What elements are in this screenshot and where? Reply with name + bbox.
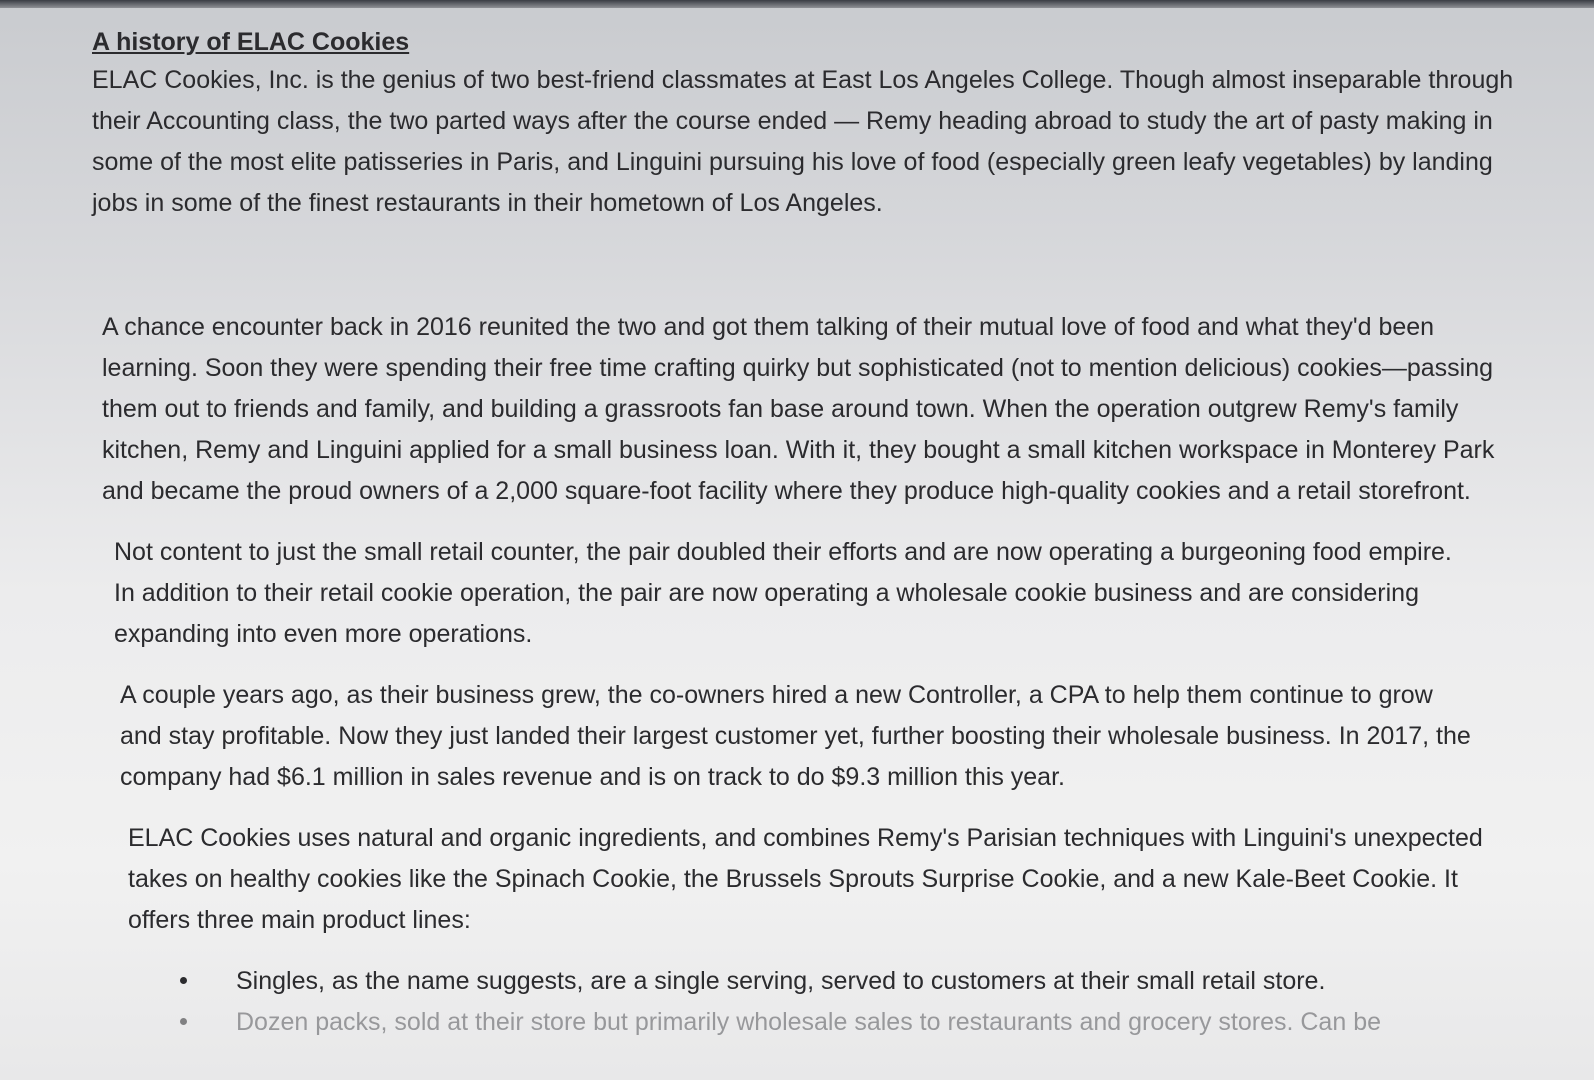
list-item: [152, 1002, 1542, 1043]
list-item-text: Dozen packs, sold at their store but primarily wholesale sales to restaurants and grocery stores. Can be: [236, 1008, 1381, 1036]
paragraph-expansion: Not content to just the small retail counter, the pair doubled their efforts and are now operating a burgeoning food empire. In addition to their retail cookie operation, the pair are now operating a wholesale cookie business and are considering expanding into even more operations.: [114, 538, 1452, 648]
paragraph-origin: ELAC Cookies, Inc. is the genius of two best-friend classmates at East Los Angeles College. Though almost inseparable through their Accounting class, the two parted ways after the course ended — Remy heading abroad to study the art of pasty making in some of the most elite patisseries in Paris, and Linguini pursuing his love of food (especially green leafy vegetables) by landing jobs in some of the finest restaurants in their hometown of Los Angeles.: [92, 66, 1514, 217]
bullet-icon: [180, 1018, 187, 1025]
list-item: [152, 961, 1542, 1002]
product-lines-list: [92, 961, 1542, 1043]
paragraph-controller: A couple years ago, as their business grew, the co-owners hired a new Controller, a CPA to help them continue to grow and stay profitable. Now they just landed their largest customer yet, further boosting their wholesale business. In 2017, the company had $6.1 million in sales revenue and is on track to do $9.3 million this year.: [120, 681, 1471, 791]
monitor-top-bezel: [0, 0, 1594, 8]
paragraph-product-lines: ELAC Cookies uses natural and organic ingredients, and combines Remy's Parisian techniques with Linguini's unexpected takes on healthy cookies like the Spinach Cookie, the Brussels Sprouts Surprise Cookie, and a new Kale-Beet Cookie. It offers three main product lines:: [128, 824, 1483, 934]
document-title: A history of ELAC Cookies: [92, 28, 410, 56]
bullet-icon: [180, 977, 187, 984]
document-page: [92, 24, 1542, 1043]
paragraph-reunion: A chance encounter back in 2016 reunited the two and got them talking of their mutual love of food and what they'd been learning. Soon they were spending their free time crafting quirky but sophisticated (not to mention delicious) cookies—passing them out to friends and family, and building a grassroots fan base around town. When the operation outgrew Remy's family kitchen, Remy and Linguini applied for a small business loan. With it, they bought a small kitchen workspace in Monterey Park and became the proud owners of a 2,000 square-foot facility where they produce high-quality cookies and a retail storefront.: [102, 313, 1495, 505]
list-item-text: Singles, as the name suggests, are a single serving, served to customers at their small retail store.: [236, 967, 1326, 995]
